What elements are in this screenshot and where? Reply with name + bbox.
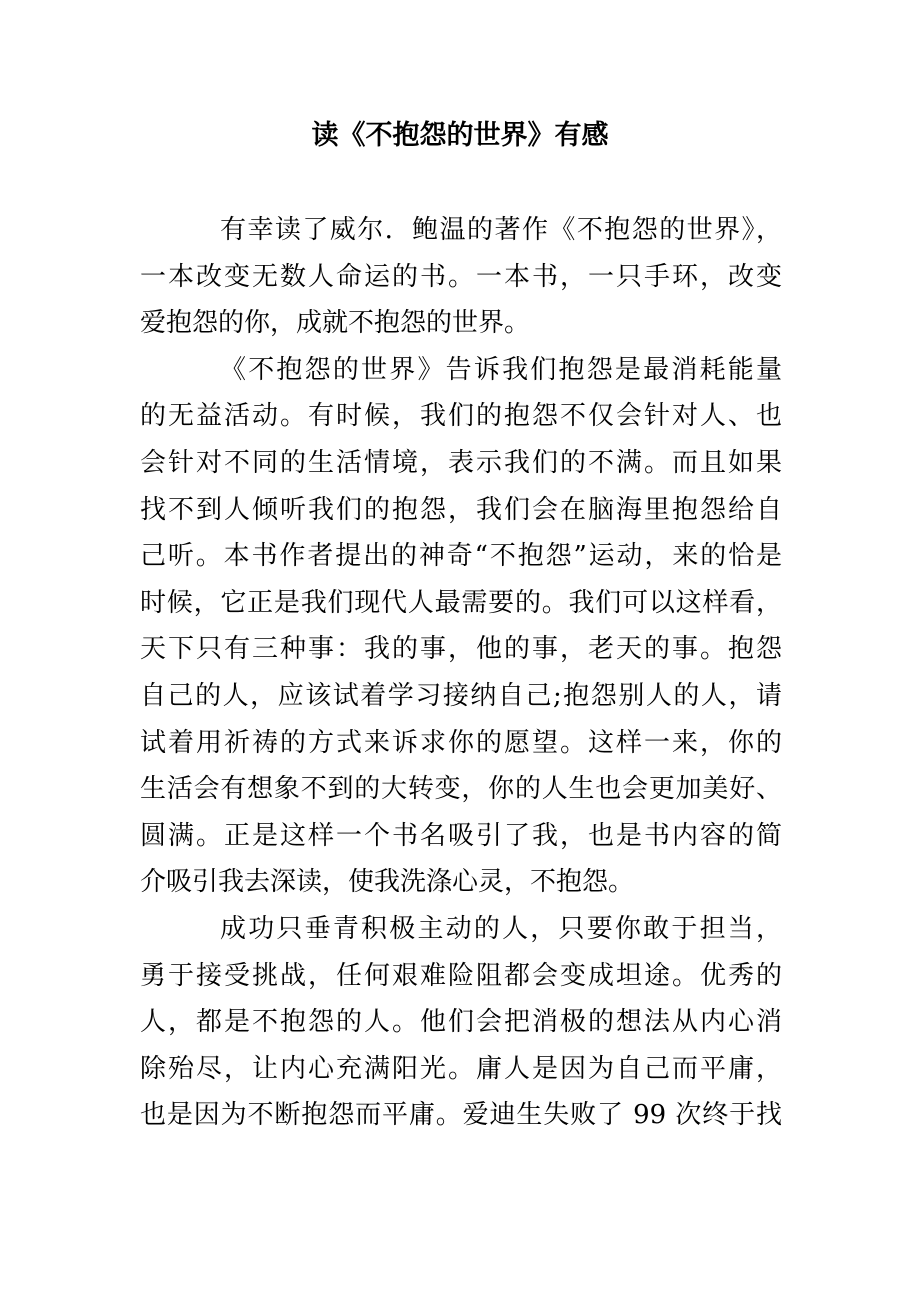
text-line: 介吸引我去深读，使我洗涤心灵，不抱怨。 bbox=[140, 867, 635, 898]
text-line: 天下只有三种事：我的事，他的事，老天的事。抱怨 bbox=[140, 634, 782, 665]
text-line: 会针对不同的生活情境，表示我们的不满。而且如果 bbox=[140, 447, 782, 478]
text-line: 也是因为不断抱怨而平庸。爱迪生失败了 99 次终于找 bbox=[140, 1100, 782, 1131]
text-line: 自己的人，应该试着学习接纳自己;抱怨别人的人，请 bbox=[140, 680, 782, 711]
document-body bbox=[140, 207, 782, 1139]
text-line: 圆满。正是这样一个书名吸引了我，也是书内容的简 bbox=[140, 820, 782, 851]
text-line: 的无益活动。有时候，我们的抱怨不仅会针对人、也 bbox=[140, 401, 782, 432]
text-line: 人，都是不抱怨的人。他们会把消极的想法从内心消 bbox=[140, 1007, 782, 1038]
text-line: 除殆尽，让内心充满阳光。庸人是因为自己而平庸， bbox=[140, 1053, 782, 1084]
text-line: 一本改变无数人命运的书。一本书，一只手环，改变 bbox=[140, 261, 782, 292]
text-line: 勇于接受挑战，任何艰难险阻都会变成坦途。优秀的 bbox=[140, 960, 782, 991]
text-line: 找不到人倾听我们的抱怨，我们会在脑海里抱怨给自 bbox=[140, 494, 782, 525]
document-title: 读《不抱怨的世界》有感 bbox=[311, 120, 609, 151]
text-line: 成功只垂青积极主动的人，只要你敢于担当， bbox=[220, 913, 782, 944]
text-line: 爱抱怨的你，成就不抱怨的世界。 bbox=[140, 308, 531, 339]
text-line: 时候，它正是我们现代人最需要的。我们可以这样看， bbox=[140, 587, 782, 618]
text-line: 己听。本书作者提出的神奇“不抱怨”运动，来的恰是 bbox=[140, 541, 782, 572]
text-line: 有幸读了威尔．鲍温的著作《不抱怨的世界》， bbox=[220, 215, 782, 245]
text-line: 试着用祈祷的方式来诉求你的愿望。这样一来，你的 bbox=[140, 727, 782, 758]
text-line: 《不抱怨的世界》告诉我们抱怨是最消耗能量 bbox=[220, 354, 782, 385]
text-line: 生活会有想象不到的大转变，你的人生也会更加美好、 bbox=[140, 774, 782, 805]
